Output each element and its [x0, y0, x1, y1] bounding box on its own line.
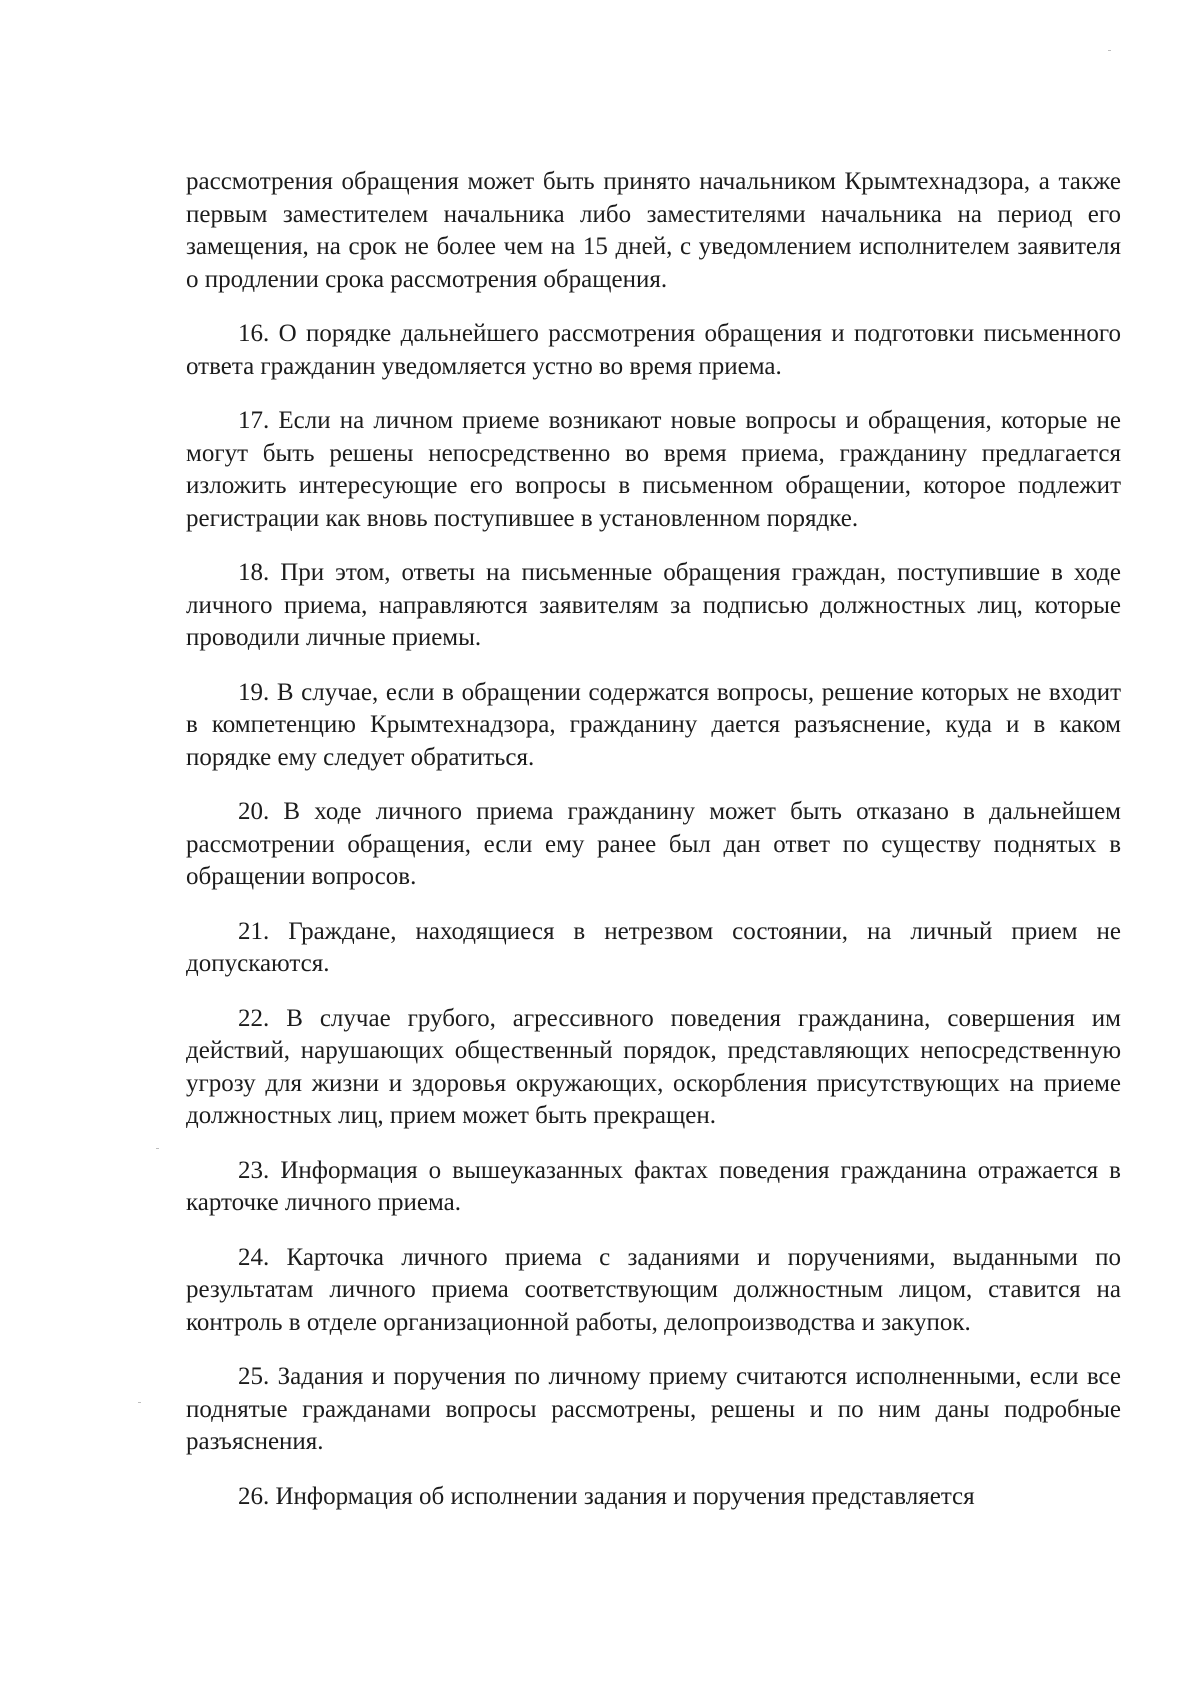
- paragraph-25: 25. Задания и поручения по личному приему считаются исполненными, если все поднятые гражданами вопросы рассмотрены, решены и по ним даны подробные разъяснения.: [186, 1363, 1121, 1455]
- paragraph-22: 22. В случае грубого, агрессивного поведения гражданина, совершения им действий, нарушающих общественный порядок, представляющих непосредственную угрозу для жизни и здоровья окружающих, оскорбления присутствующих на приеме должностных лиц, прием может быть прекращен.: [186, 1004, 1121, 1129]
- document-body: [186, 166, 1121, 1513]
- scan-speck: [156, 1148, 159, 1149]
- scan-speck: [1108, 50, 1111, 51]
- paragraph-18: 18. При этом, ответы на письменные обращения граждан, поступившие в ходе личного приема, направляются заявителям за подписью должностных лиц, которые проводили личные приемы.: [186, 559, 1121, 651]
- paragraph-19: 19. В случае, если в обращении содержатся вопросы, решение которых не входит в компетенцию Крымтехнадзора, гражданину дается разъяснение, куда и в каком порядке ему следует обратиться.: [186, 678, 1121, 771]
- paragraph-21: 21. Граждане, находящиеся в нетрезвом состоянии, на личный прием не допускаются.: [186, 917, 1121, 977]
- paragraph-16: 16. О порядке дальнейшего рассмотрения обращения и подготовки письменного ответа гражданин уведомляется устно во время приема.: [186, 320, 1121, 380]
- paragraph-15-continuation: рассмотрения обращения может быть принято начальником Крымтехнадзора, а также первым заместителем начальника либо заместителями начальника на период его замещения, на срок не более чем на 15 дней, с уведомлением исполнителем заявителя о продлении срока рассмотрения обращения.: [186, 168, 1121, 293]
- scan-speck: [138, 1402, 141, 1403]
- paragraph-26: 26. Информация об исполнении задания и поручения представляется: [238, 1482, 975, 1510]
- paragraph-24: 24. Карточка личного приема с заданиями и поручениями, выданными по результатам личного приема соответствующим должностным лицом, ставится на контроль в отделе организационной работы, делопроизводства и закупок.: [186, 1243, 1121, 1336]
- paragraph-17: 17. Если на личном приеме возникают новые вопросы и обращения, которые не могут быть решены непосредственно во время приема, гражданину предлагается изложить интересующие его вопросы в письменном обращении, которое подлежит регистрации как вновь поступившее в установленном порядке.: [186, 407, 1121, 532]
- paragraph-20: 20. В ходе личного приема гражданину может быть отказано в дальнейшем рассмотрении обращения, если ему ранее был дан ответ по существу поднятых в обращении вопросов.: [186, 798, 1121, 890]
- paragraph-23: 23. Информация о вышеуказанных фактах поведения гражданина отражается в карточке личного приема.: [186, 1156, 1121, 1216]
